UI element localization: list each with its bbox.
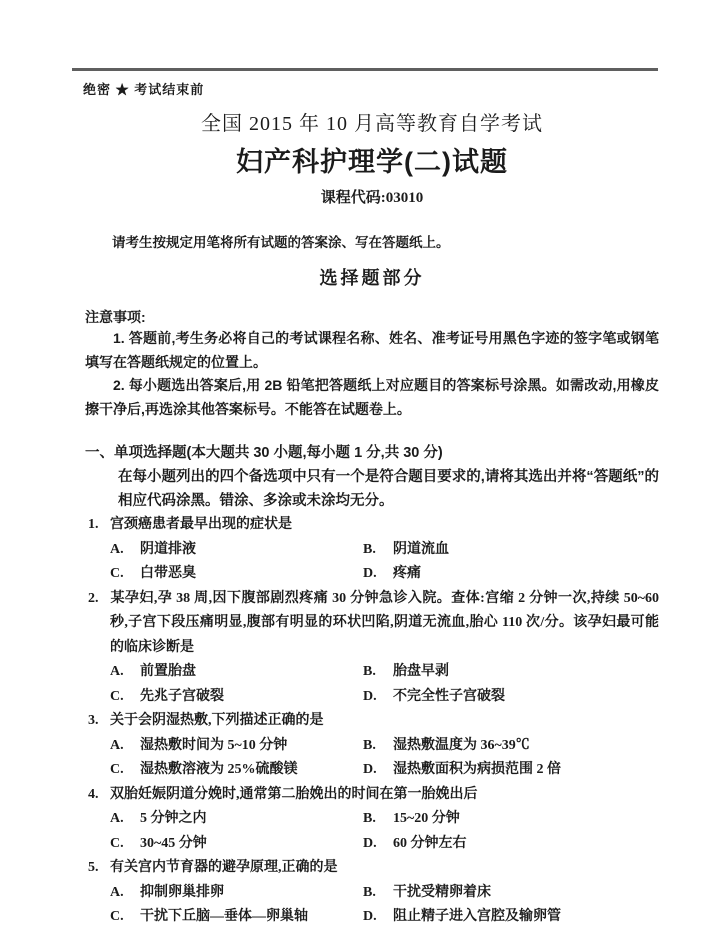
option-label: A. — [110, 811, 124, 826]
option-b — [363, 881, 659, 906]
option-label: D. — [363, 566, 377, 581]
option-text: 湿热敷温度为 36~39℃ — [393, 737, 530, 753]
option-text: 疼痛 — [393, 566, 421, 581]
option-b — [363, 807, 659, 832]
option-c — [110, 685, 363, 710]
option-text: 15~20 分钟 — [393, 811, 460, 826]
question-number: 3. — [88, 713, 99, 728]
section-one-heading: 一、单项选择题(本大题共 30 小题,每小题 1 分,共 30 分) — [85, 445, 443, 461]
option-c — [110, 905, 363, 930]
option-c — [110, 758, 363, 783]
option-grid — [85, 807, 659, 856]
exam-title: 全国 2015 年 10 月高等教育自学考试 — [201, 113, 543, 135]
option-text: 阴道排液 — [140, 541, 196, 557]
question-stem — [85, 513, 659, 538]
option-a — [110, 538, 363, 563]
paper-title: 妇产科护理学(二)试题 — [236, 147, 508, 177]
option-text: 不完全性子宫破裂 — [393, 688, 505, 704]
option-text: 白带恶臭 — [140, 566, 196, 581]
option-label: C. — [110, 688, 124, 704]
course-code: 课程代码:03010 — [320, 190, 424, 206]
option-text: 60 分钟左右 — [393, 835, 467, 851]
option-text: 干扰受精卵着床 — [393, 884, 491, 900]
note-item-2: 2. 每小题选出答案后,用 2B 铅笔把答题纸上对应题目的答案标号涂黑。如需改动,用橡皮擦干净后,再选涂其他答案标号。不能答在试题卷上。 — [85, 377, 659, 417]
section-one-description: 在每小题列出的四个备选项中只有一个是符合题目要求的,请将其选出并将“答题纸”的相应代码涂黑。错涂、多涂或未涂均无分。 — [118, 469, 659, 509]
option-label: A. — [110, 884, 124, 900]
option-text: 先兆子宫破裂 — [140, 688, 224, 704]
option-label: D. — [363, 762, 377, 777]
option-text: 5 分钟之内 — [140, 811, 207, 826]
option-a — [110, 734, 363, 759]
option-text: 阻止精子进入宫腔及输卵管 — [393, 909, 561, 924]
answer-sheet-instruction: 请考生按规定用笔将所有试题的答案涂、写在答题纸上。 — [112, 235, 450, 250]
option-text: 湿热敷面积为病损范围 2 倍 — [393, 762, 561, 777]
option-text: 湿热敷时间为 5~10 分钟 — [140, 737, 288, 753]
question-text: 有关宫内节育器的避孕原理,正确的是 — [110, 860, 338, 875]
option-text: 阴道流血 — [393, 541, 449, 557]
secrecy-label: 绝密 ★ 考试结束前 — [83, 82, 205, 97]
option-a — [110, 807, 363, 832]
option-text: 干扰下丘脑—垂体—卵巢轴 — [140, 909, 308, 924]
question-stem — [85, 856, 659, 881]
question-5 — [85, 856, 659, 930]
question-3 — [85, 709, 659, 783]
question-4 — [85, 783, 659, 857]
option-b — [363, 538, 659, 563]
option-label: C. — [110, 835, 124, 851]
option-grid — [85, 734, 659, 783]
option-label: C. — [110, 762, 124, 777]
question-stem — [85, 587, 659, 661]
question-number: 1. — [88, 517, 99, 532]
option-label: B. — [363, 664, 376, 679]
option-label: C. — [110, 909, 124, 924]
option-label: B. — [363, 811, 376, 826]
option-d — [363, 562, 659, 587]
option-label: B. — [363, 884, 376, 900]
question-text: 关于会阴湿热敷,下列描述正确的是 — [110, 713, 324, 728]
question-1 — [85, 513, 659, 587]
option-label: D. — [363, 909, 377, 924]
option-label: B. — [363, 541, 376, 557]
notes-title: 注意事项: — [85, 309, 146, 325]
option-a — [110, 660, 363, 685]
option-label: A. — [110, 541, 124, 557]
option-text: 胎盘早剥 — [393, 664, 449, 679]
note-item-1: 1. 答题前,考生务必将自己的考试课程名称、姓名、准考证号用黑色字迹的签字笔或钢笔填写在答题纸规定的位置上。 — [85, 330, 659, 370]
option-text: 前置胎盘 — [140, 664, 196, 679]
question-number: 5. — [88, 860, 99, 875]
option-a — [110, 881, 363, 906]
option-text: 30~45 分钟 — [140, 835, 207, 851]
option-d — [363, 758, 659, 783]
option-grid — [85, 538, 659, 587]
question-text: 宫颈癌患者最早出现的症状是 — [110, 517, 292, 532]
question-stem — [85, 709, 659, 734]
option-b — [363, 660, 659, 685]
part-title: 选择题部分 — [319, 268, 425, 288]
question-2 — [85, 587, 659, 710]
option-d — [363, 832, 659, 857]
question-list — [85, 513, 659, 930]
option-d — [363, 685, 659, 710]
option-b — [363, 734, 659, 759]
option-grid — [85, 881, 659, 930]
option-grid — [85, 660, 659, 709]
option-label: B. — [363, 737, 376, 753]
option-text: 抑制卵巢排卵 — [140, 884, 224, 900]
question-number: 2. — [88, 590, 99, 606]
header-divider — [72, 68, 658, 71]
option-label: D. — [363, 835, 377, 851]
option-label: A. — [110, 737, 124, 753]
option-label: C. — [110, 566, 124, 581]
option-d — [363, 905, 659, 930]
option-text: 湿热敷溶液为 25%硫酸镁 — [140, 762, 298, 777]
question-text: 某孕妇,孕 38 周,因下腹部剧烈疼痛 30 分钟急诊入院。查体:宫缩 2 分钟一次,持续 50~60 秒,子宫下段压痛明显,腹部有明显的环状凹陷,阴道无流血,胎心 110 次/分。该孕妇最可能的临床诊断是 — [110, 590, 659, 655]
option-c — [110, 832, 363, 857]
question-stem — [85, 783, 659, 808]
option-label: D. — [363, 688, 377, 704]
question-number: 4. — [88, 786, 99, 802]
question-text: 双胎妊娠阴道分娩时,通常第二胎娩出的时间在第一胎娩出后 — [110, 786, 478, 802]
option-c — [110, 562, 363, 587]
option-label: A. — [110, 664, 124, 679]
